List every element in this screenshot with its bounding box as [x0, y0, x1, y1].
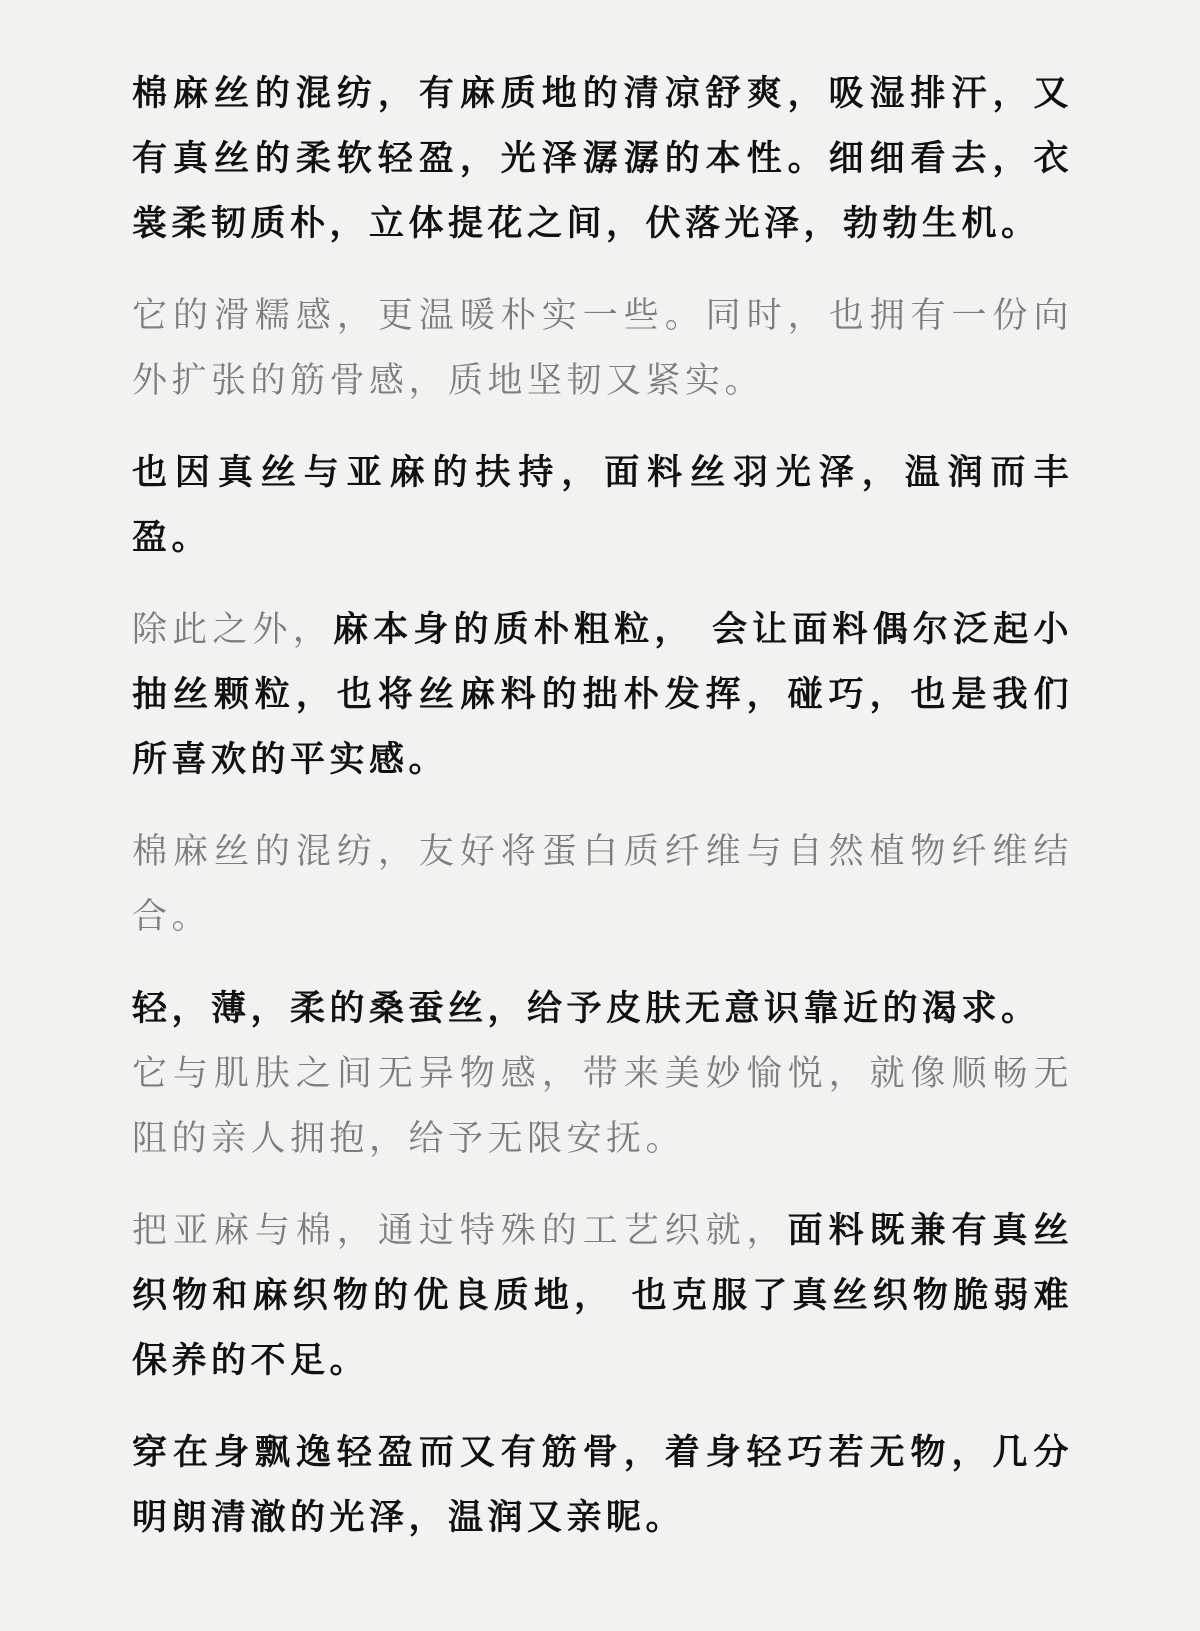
paragraph-6	[132, 977, 1073, 1042]
paragraph-2	[132, 284, 1073, 414]
text-segment: 棉麻丝的混纺，有麻质地的清凉舒爽，吸湿排汗，又有真丝的柔软轻盈，光泽潺潺的本性。细细看去，衣裳柔韧质朴，立体提花之间，伏落光泽，勃勃生机。	[132, 74, 1073, 244]
text-segment: 麻本身的质朴粗粒， 会让面料偶尔泛起小抽丝颗粒，也将丝麻料的拙朴发挥，碰巧，也是我们所喜欢的平实感。	[132, 610, 1073, 780]
text-segment: 除此之外，	[132, 610, 333, 650]
text-segment: 也因真丝与亚麻的扶持，面料丝羽光泽，温润而丰盈。	[132, 453, 1073, 558]
text-segment: 把亚麻与棉，通过特殊的工艺织就，	[132, 1211, 788, 1251]
paragraph-5	[132, 820, 1073, 950]
text-segment: 它的滑糯感，更温暖朴实一些。同时，也拥有一份向外扩张的筋骨感，质地坚韧又紧实。	[132, 296, 1073, 401]
paragraph-1	[132, 62, 1073, 257]
paragraph-9	[132, 1421, 1073, 1551]
text-segment: 面料既兼有真丝织物和麻织物的优良质地， 也克服了真丝织物脆弱难保养的不足。	[132, 1211, 1073, 1381]
paragraph-4	[132, 598, 1073, 793]
paragraph-7	[132, 1042, 1073, 1172]
text-segment: 穿在身飘逸轻盈而又有筋骨，着身轻巧若无物，几分明朗清澈的光泽，温润又亲昵。	[132, 1433, 1073, 1538]
text-segment: 它与肌肤之间无异物感，带来美妙愉悦，就像顺畅无阻的亲人拥抱，给予无限安抚。	[132, 1054, 1073, 1159]
text-segment: 轻，薄，柔的桑蚕丝，给予皮肤无意识靠近的渴求。	[132, 989, 1041, 1029]
text-segment: 棉麻丝的混纺，友好将蛋白质纤维与自然植物纤维结合。	[132, 832, 1073, 937]
paragraph-8	[132, 1199, 1073, 1394]
paragraph-3	[132, 441, 1073, 571]
